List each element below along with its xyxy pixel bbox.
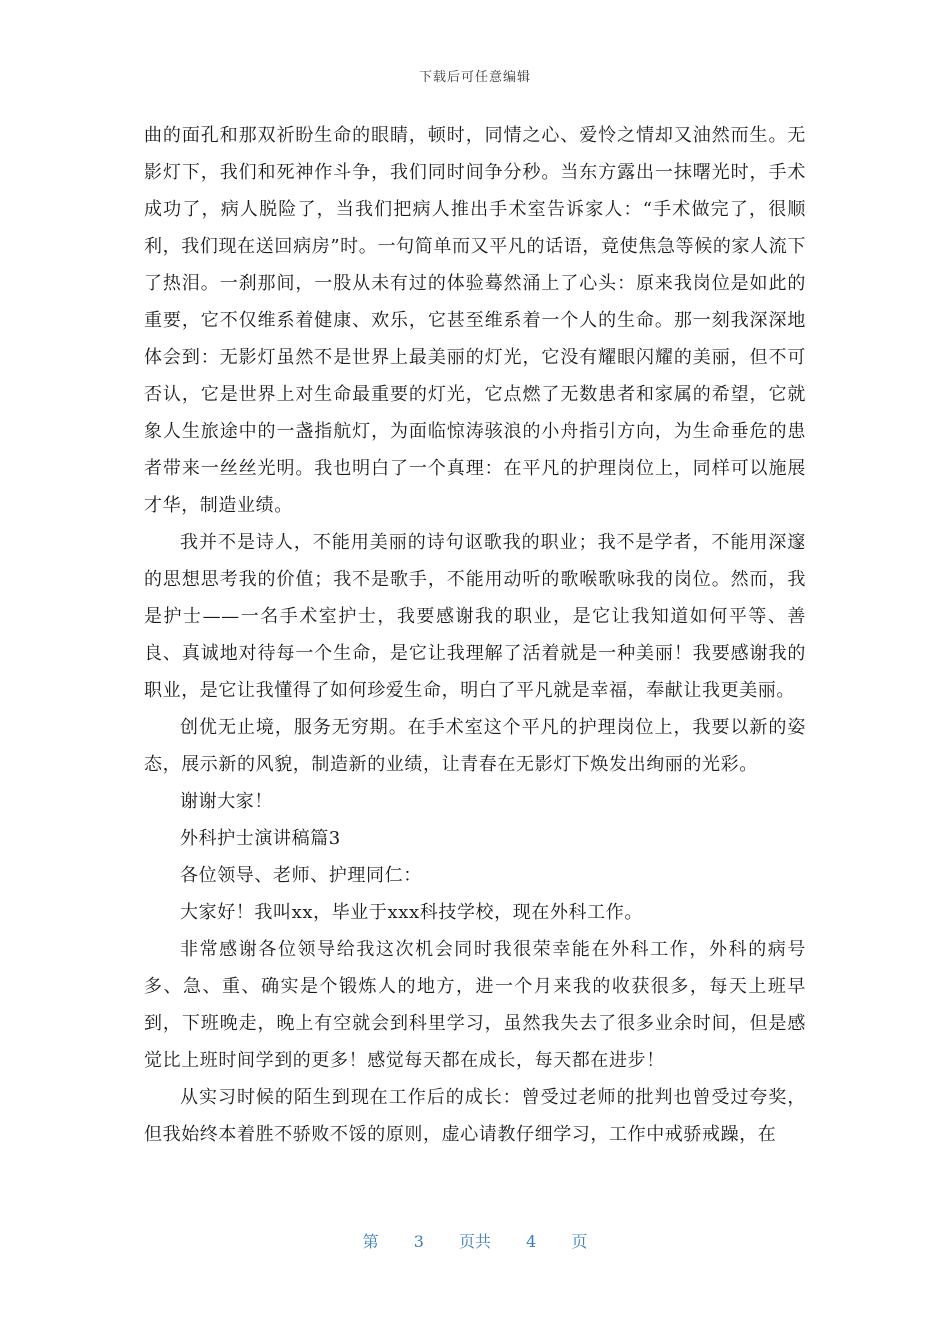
footer-suffix: 页 [571,1232,588,1251]
salutation: 各位领导、老师、护理同仁： [180,865,422,886]
paragraph: 从实习时候的陌生到现在工作后的成长：曾受过老师的批判也曾受过夸奖，但我始终本着胜不骄败不馁的原则，虚心请教仔细学习，工作中戒骄戒躁，在 [144,1087,806,1145]
page-footer [0,1229,950,1252]
document-body [144,117,806,1153]
paragraph: 创优无止境，服务无穷期。在手术室这个平凡的护理岗位上，我要以新的姿态，展示新的风貌，制造新的业绩，让青春在无影灯下焕发出绚丽的光彩。 [144,717,806,775]
paragraph: 我并不是诗人，不能用美丽的诗句讴歌我的职业；我不是学者，不能用深邃的思想思考我的价值；我不是歌手，不能用动听的歌喉歌咏我的岗位。然而，我是护士——一名手术室护士，我要感谢我的职业，是它让我知道如何平等、善良、真诚地对待每一个生命，是它让我理解了活着就是一种美丽！我要感谢我的职业，是它让我懂得了如何珍爱生命，明白了平凡就是幸福，奉献让我更美丽。 [144,532,806,701]
total-pages-number: 4 [526,1232,537,1251]
closing-thanks: 谢谢大家！ [180,791,273,812]
section-title: 外科护士演讲稿篇3 [180,828,341,849]
page-header: 下载后可任意编辑 [418,70,531,85]
footer-prefix: 第 [362,1232,379,1251]
paragraph: 非常感谢各位领导给我这次机会同时我很荣幸能在外科工作，外科的病号多、急、重、确实是个锻炼人的地方，进一个月来我的收获很多，每天上班早到，下班晚走，晚上有空就会到科里学习，虽然我失去了很多业余时间，但是感觉比上班时间学到的更多！感觉每天都在成长，每天都在进步！ [144,939,806,1071]
greeting: 大家好！我叫xx，毕业于xxx科技学校，现在外科工作。 [180,902,643,923]
footer-middle: 页共 [458,1232,491,1251]
current-page-number: 3 [413,1232,424,1251]
paragraph-continuation: 曲的面孔和那双祈盼生命的眼睛，顿时，同情之心、爱怜之情却又油然而生。无影灯下，我们和死神作斗争，我们同时间争分秒。当东方露出一抹曙光时，手术成功了，病人脱险了，当我们把病人推出手术室告诉家人：“手术做完了，很顺利，我们现在送回病房”时。一句简单而又平凡的话语，竟使焦急等候的家人流下了热泪。一刹那间，一股从未有过的体验蓦然涌上了心头：原来我岗位是如此的重要，它不仅维系着健康、欢乐，它甚至维系着一个人的生命。那一刻我深深地体会到：无影灯虽然不是世界上最美丽的灯光，它没有耀眼闪耀的美丽，但不可否认，它是世界上对生命最重要的灯光，它点燃了无数患者和家属的希望，它就象人生旅途中的一盏指航灯，为面临惊涛骇浪的小舟指引方向，为生命垂危的患者带来一丝丝光明。我也明白了一个真理：在平凡的护理岗位上，同样可以施展才华，制造业绩。 [144,125,806,516]
